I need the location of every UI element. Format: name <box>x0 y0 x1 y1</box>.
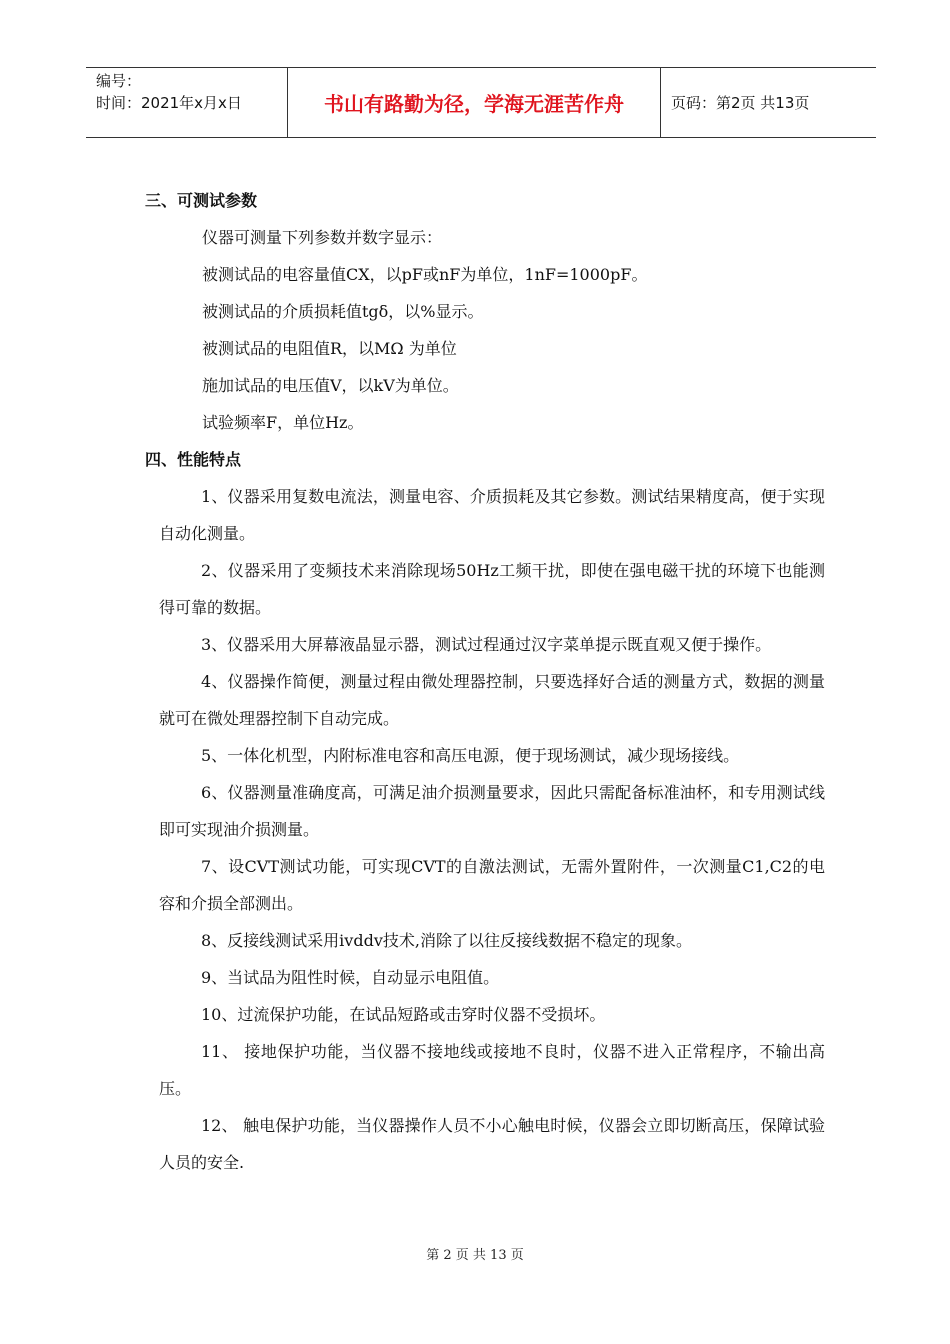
header-page-label: 页码：第2页 共13页 <box>671 94 810 112</box>
feature-paragraph: 4、仪器操作简便，测量过程由微处理器控制，只要选择好合适的测量方式，数据的测量就可在微处理器控制下自动完成。 <box>159 672 825 728</box>
feature-paragraph: 2、仪器采用了变频技术来消除现场50Hz工频干扰，即使在强电磁干扰的环境下也能测得可靠的数据。 <box>159 561 825 617</box>
parameter-line: 施加试品的电压值V，以kV为单位。 <box>202 376 459 395</box>
feature-paragraph: 5、一体化机型，内附标准电容和高压电源，便于现场测试，减少现场接线。 <box>201 746 740 765</box>
parameter-line: 被测试品的电阻值R，以MΩ 为单位 <box>202 339 457 358</box>
parameter-line: 试验频率F，单位Hz。 <box>202 413 364 432</box>
feature-paragraph: 9、当试品为阻性时候，自动显示电阻值。 <box>201 968 500 987</box>
parameter-line: 被测试品的介质损耗值tgδ，以%显示。 <box>202 302 484 321</box>
feature-paragraph: 10、过流保护功能，在试品短路或击穿时仪器不受损坏。 <box>201 1005 606 1024</box>
feature-paragraph: 12、 触电保护功能，当仪器操作人员不小心触电时候，仪器会立即切断高压，保障试验人员的安全. <box>159 1116 825 1172</box>
header-number-label: 编号： <box>96 72 142 90</box>
feature-paragraph: 6、仪器测量准确度高，可满足油介损测量要求，因此只需配备标准油杯，和专用测试线即可实现油介损测量。 <box>159 783 825 839</box>
feature-paragraph: 7、设CVT测试功能，可实现CVT的自激法测试，无需外置附件，一次测量C1,C2的电容和介损全部测出。 <box>159 857 825 913</box>
section-title-parameters: 三、可测试参数 <box>145 191 258 210</box>
feature-paragraph: 8、反接线测试采用ivddv技术,消除了以往反接线数据不稳定的现象。 <box>201 931 692 950</box>
header-time-label: 时间：2021年x月x日 <box>96 94 242 112</box>
feature-paragraph: 11、 接地保护功能，当仪器不接地线或接地不良时，仪器不进入正常程序，不输出高压。 <box>159 1042 825 1098</box>
page-footer: 第 2 页 共 13 页 <box>426 1248 524 1263</box>
document-body <box>145 182 825 1181</box>
parameter-line: 被测试品的电容量值CX，以pF或nF为单位，1nF=1000pF。 <box>202 265 648 284</box>
feature-paragraph: 3、仪器采用大屏幕液晶显示器，测试过程通过汉字菜单提示既直观又便于操作。 <box>201 635 772 654</box>
parameter-line: 仪器可测量下列参数并数字显示： <box>202 228 443 247</box>
header-motto: 书山有路勤为径，学海无涯苦作舟 <box>288 68 661 137</box>
section-title-features: 四、性能特点 <box>145 450 242 469</box>
feature-paragraph: 1、仪器采用复数电流法，测量电容、介质损耗及其它参数。测试结果精度高，便于实现自动化测量。 <box>159 487 825 543</box>
page-header <box>86 67 876 138</box>
header-meta <box>86 68 288 137</box>
